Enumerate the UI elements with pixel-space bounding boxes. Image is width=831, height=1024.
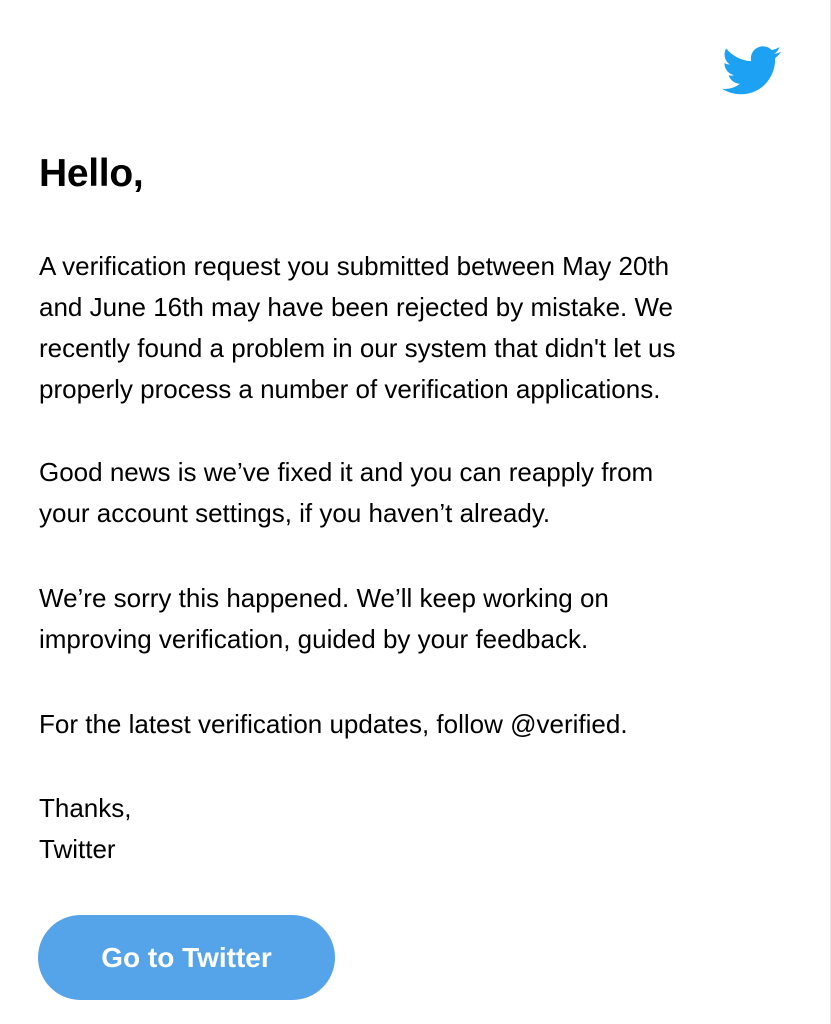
paragraph-apology bbox=[39, 578, 799, 660]
text-line: your account settings, if you haven’t already. bbox=[39, 498, 551, 528]
text-line: and June 16th may have been rejected by mistake. We bbox=[39, 292, 674, 322]
paragraph-reapply bbox=[39, 452, 799, 534]
text-line: A verification request you submitted between May 20th bbox=[39, 251, 670, 281]
text-line: For the latest verification updates, follow @verified. bbox=[39, 709, 628, 739]
paragraph-follow-verified bbox=[39, 704, 799, 745]
text-line: Good news is we’ve fixed it and you can reapply from bbox=[39, 457, 654, 487]
signoff-sender: Twitter bbox=[39, 834, 116, 864]
text-line: properly process a number of verification applications. bbox=[39, 374, 661, 404]
twitter-bird-icon bbox=[722, 46, 782, 96]
text-line: improving verification, guided by your feedback. bbox=[39, 624, 589, 654]
paragraph-rejection-notice bbox=[39, 246, 799, 410]
go-to-twitter-button[interactable]: Go to Twitter bbox=[38, 915, 335, 1000]
text-line: We’re sorry this happened. We’ll keep working on bbox=[39, 583, 609, 613]
greeting-heading: Hello, bbox=[39, 152, 144, 195]
signoff-thanks: Thanks, bbox=[39, 793, 132, 823]
text-line: recently found a problem in our system that didn't let us bbox=[39, 333, 676, 363]
signoff bbox=[39, 788, 799, 870]
